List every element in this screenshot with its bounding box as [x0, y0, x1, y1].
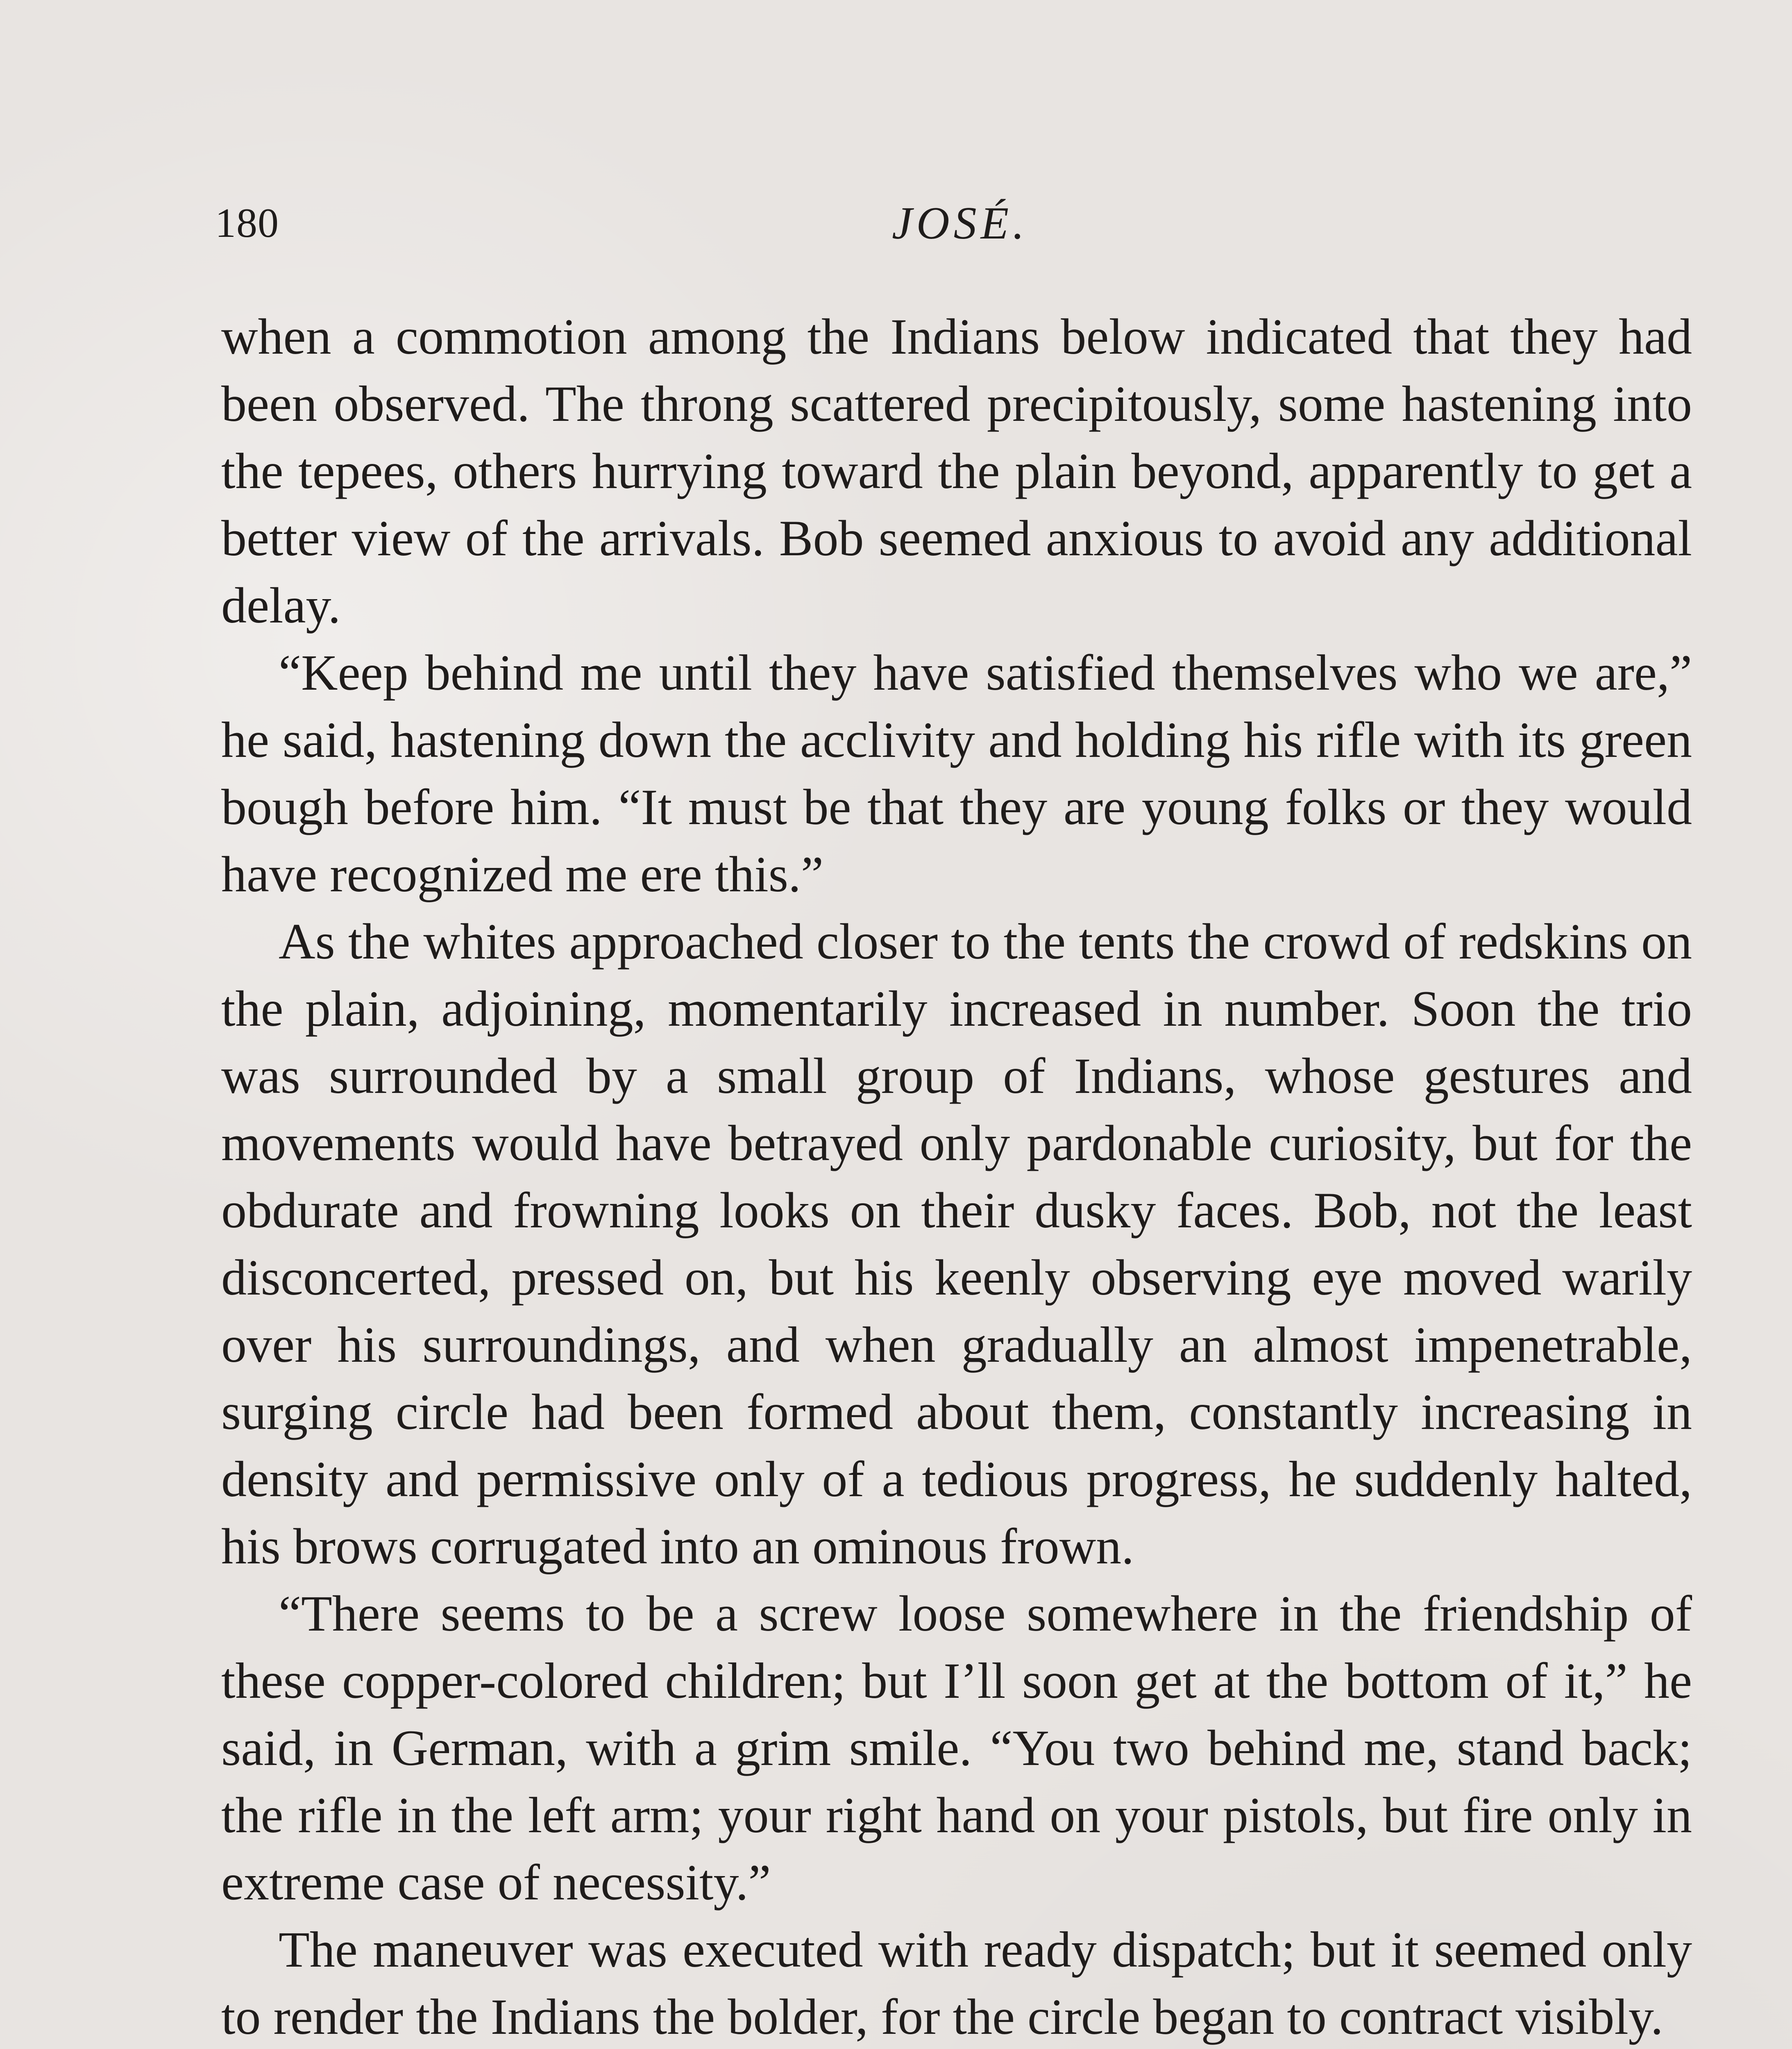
- paragraph-3: As the whites approached closer to the tents the crowd of redskins on the plain, adjoining, momentarily increased in number. Soon the trio was surrounded by a small group of Indians, whose gestures and movements would have betrayed only pardonable curiosity, but for the obdurate and frowning looks on their dusky faces. Bob, not the least disconcerted, pressed on, but his keenly observing eye moved warily over his surroundings, and when gradually an almost impenetrable, surging circle had been formed about them, constantly increasing in density and permissive only of a tedious progress, he suddenly halted, his brows corrugated into an ominous frown.: [221, 913, 1692, 1574]
- paragraph-4: “There seems to be a screw loose somewhere in the friendship of these copper-colored children; but I’ll soon get at the bottom of it,” he said, in German, with a grim smile. “You two behind me, stand back; the rifle in the left arm; your right hand on your pistols, but fire only in extreme case of necessity.”: [221, 1586, 1692, 1910]
- paragraph-2: “Keep behind me until they have satisfied themselves who we are,” he said, hastening down the acclivity and holding his rifle with its green bough before him. “It must be that they are young folks or they would have recognized me ere this.”: [221, 645, 1692, 902]
- running-head: [215, 193, 1692, 266]
- page-number: 180: [215, 200, 279, 246]
- main-text: [221, 303, 1692, 2049]
- running-title: JOSÉ.: [892, 198, 1029, 249]
- paragraph-1: when a commotion among the Indians below indicated that they had been observed. The throng scattered precipitously, some hastening into the tepees, others hurrying toward the plain beyond, apparently to get a better view of the arrivals. Bob seemed anxious to avoid any additional delay.: [221, 309, 1692, 634]
- paragraph-5: The maneuver was executed with ready dispatch; but it seemed only to render the Indians the bolder, for the circle began to contract visibly.: [221, 1922, 1692, 2045]
